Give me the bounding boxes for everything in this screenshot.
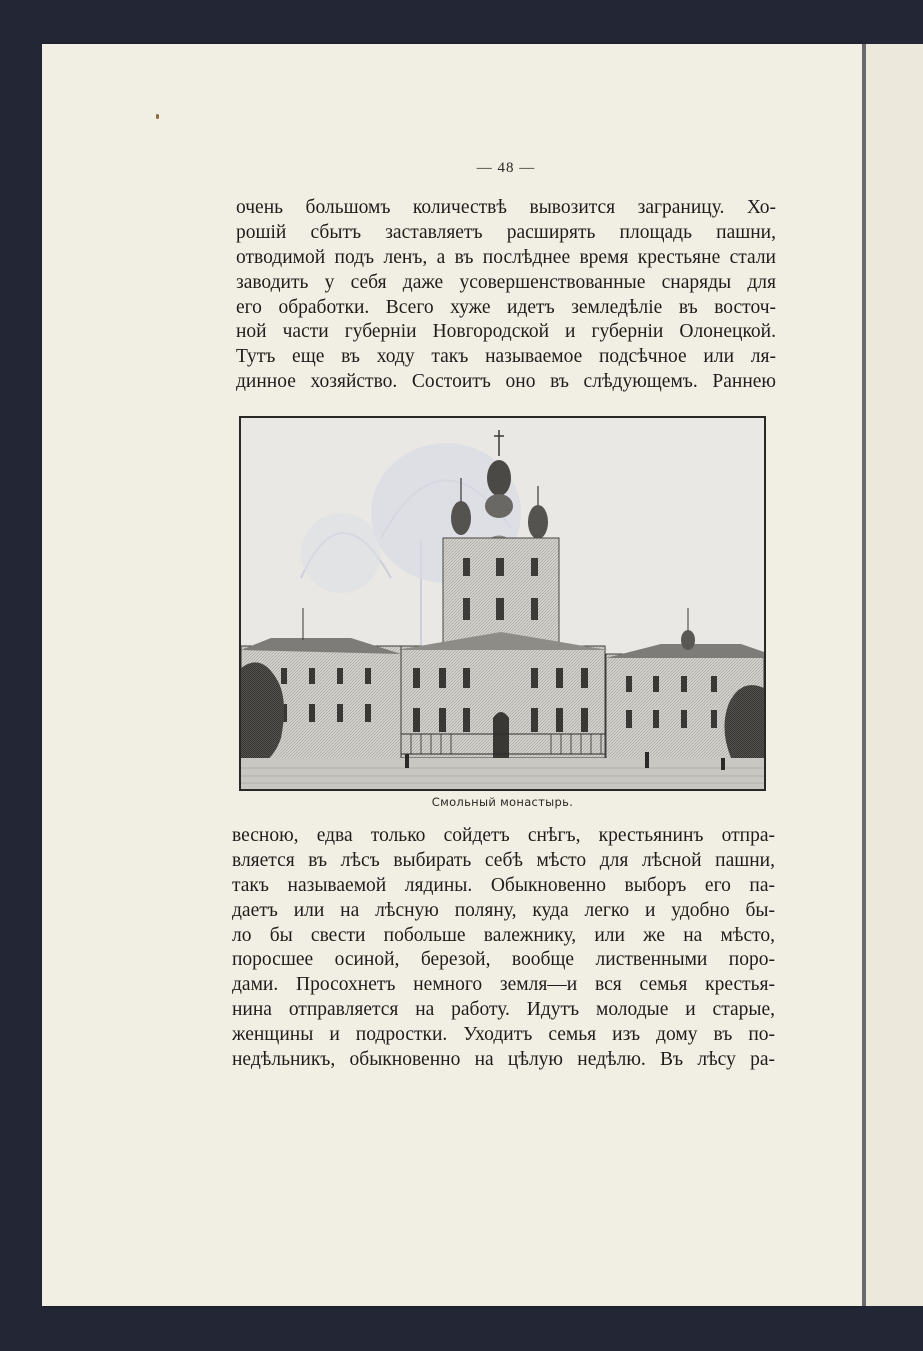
text-line: поросшее осиной, березой, вообще лиственными поро-	[232, 949, 775, 971]
text-line: нина отправляется на работу. Идутъ молодые и старые,	[232, 999, 775, 1021]
text-line: дами. Просохнетъ немного земля—и вся семья крестья-	[232, 974, 775, 996]
text-line: весною, едва только сойдетъ снѣгъ, крестьянинъ отпра-	[232, 825, 775, 846]
text-line: недѣльникъ, обыкновенно на цѣлую недѣлю. Въ лѣсу ра-	[232, 1049, 775, 1071]
text-line: ло бы свести побольше валежнику, или же на мѣсто,	[232, 924, 775, 946]
text-line: такъ называемой лядины. Обыкновенно выборъ его па-	[232, 874, 775, 896]
text-line: вляется въ лѣсъ выбирать себѣ мѣсто для лѣсной пашни,	[232, 849, 775, 871]
text-line: даетъ или на лѣсную поляну, куда легко и удобно бы-	[232, 899, 775, 921]
text-line: отводимой подъ ленъ, а въ послѣднее время крестьяне стали	[236, 246, 776, 268]
text-line: заводить у себя даже усовершенствованные снаряды для	[236, 271, 776, 293]
page-number: — 48 —	[476, 160, 536, 176]
next-page-edge	[866, 44, 923, 1306]
text-line: Тутъ еще въ ходу такъ называемое подсѣчное или ля-	[236, 346, 776, 368]
text-line: динное хозяйство. Состоитъ оно въ слѣдующемъ. Раннею	[236, 371, 776, 393]
text-line: женщины и подростки. Уходитъ семья изъ дому въ по-	[232, 1024, 775, 1046]
text-line: его обработки. Всего хуже идетъ земледѣлiе въ восточ-	[236, 296, 776, 318]
paragraph-top	[236, 196, 776, 395]
text-line: рошiй сбытъ заставляетъ расширять площадь пашни,	[236, 221, 776, 243]
monastery-engraving	[241, 418, 764, 789]
figure-caption: Смольный монастырь.	[431, 795, 574, 809]
text-line: очень большомъ количествѣ вывозится заграницу. Хо-	[236, 197, 776, 218]
paragraph-bottom	[232, 824, 775, 1073]
paper-speck	[156, 114, 159, 119]
text-line: ной части губернiи Новгородской и губернiи Олонецкой.	[236, 321, 776, 343]
monastery-illustration	[239, 416, 766, 791]
